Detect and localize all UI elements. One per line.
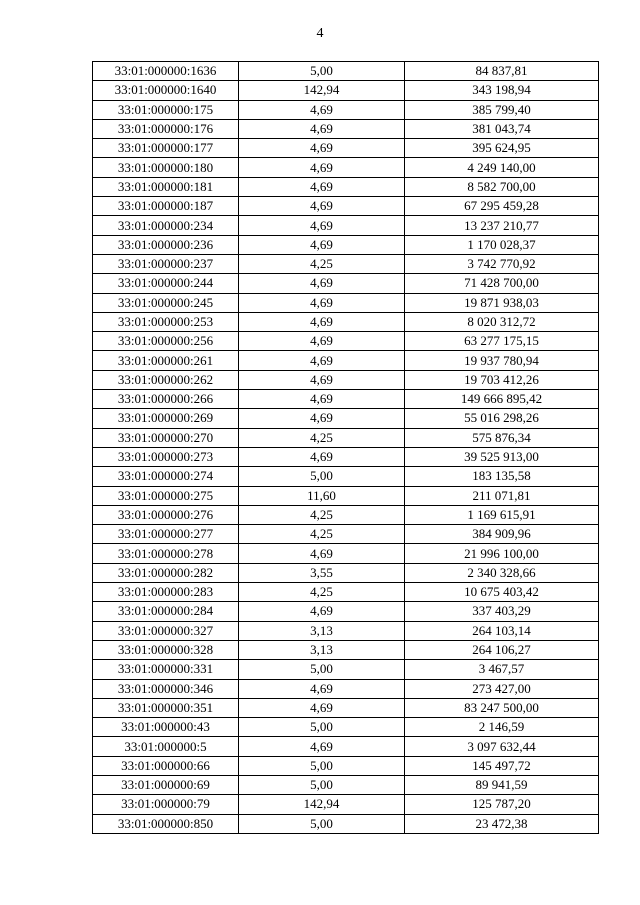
cadastral-number-cell: 33:01:000000:283 — [93, 583, 239, 602]
amount-cell: 575 876,34 — [405, 428, 599, 447]
rate-cell: 4,69 — [239, 158, 405, 177]
table-row — [93, 216, 599, 235]
rate-cell: 4,69 — [239, 679, 405, 698]
cadastral-number-cell: 33:01:000000:236 — [93, 235, 239, 254]
table-row — [93, 621, 599, 640]
rate-cell: 5,00 — [239, 467, 405, 486]
rate-cell: 5,00 — [239, 660, 405, 679]
rate-cell: 4,69 — [239, 216, 405, 235]
rate-cell: 3,55 — [239, 563, 405, 582]
rate-cell: 4,25 — [239, 428, 405, 447]
amount-cell: 21 996 100,00 — [405, 544, 599, 563]
cadastral-number-cell: 33:01:000000:66 — [93, 756, 239, 775]
cadastral-number-cell: 33:01:000000:180 — [93, 158, 239, 177]
amount-cell: 8 582 700,00 — [405, 177, 599, 196]
table-row — [93, 525, 599, 544]
rate-cell: 4,25 — [239, 525, 405, 544]
amount-cell: 23 472,38 — [405, 814, 599, 833]
rate-cell: 4,69 — [239, 177, 405, 196]
rate-cell: 4,69 — [239, 197, 405, 216]
cadastral-number-cell: 33:01:000000:850 — [93, 814, 239, 833]
amount-cell: 2 146,59 — [405, 718, 599, 737]
amount-cell: 3 742 770,92 — [405, 254, 599, 273]
cadastral-number-cell: 33:01:000000:273 — [93, 447, 239, 466]
table-row — [93, 332, 599, 351]
table-row — [93, 486, 599, 505]
table-row — [93, 544, 599, 563]
cadastral-number-cell: 33:01:000000:346 — [93, 679, 239, 698]
amount-cell: 71 428 700,00 — [405, 274, 599, 293]
amount-cell: 385 799,40 — [405, 100, 599, 119]
rate-cell: 4,69 — [239, 312, 405, 331]
rate-cell: 11,60 — [239, 486, 405, 505]
rate-cell: 4,69 — [239, 737, 405, 756]
cadastral-number-cell: 33:01:000000:177 — [93, 139, 239, 158]
amount-cell: 10 675 403,42 — [405, 583, 599, 602]
table-row — [93, 81, 599, 100]
table-row — [93, 795, 599, 814]
amount-cell: 39 525 913,00 — [405, 447, 599, 466]
rate-cell: 4,69 — [239, 100, 405, 119]
table-row — [93, 428, 599, 447]
table-row — [93, 505, 599, 524]
amount-cell: 3 097 632,44 — [405, 737, 599, 756]
rate-cell: 4,25 — [239, 505, 405, 524]
cadastral-number-cell: 33:01:000000:69 — [93, 775, 239, 794]
rate-cell: 4,69 — [239, 409, 405, 428]
amount-cell: 273 427,00 — [405, 679, 599, 698]
cadastral-number-cell: 33:01:000000:327 — [93, 621, 239, 640]
amount-cell: 183 135,58 — [405, 467, 599, 486]
table-row — [93, 62, 599, 81]
rate-cell: 5,00 — [239, 718, 405, 737]
cadastral-number-cell: 33:01:000000:1636 — [93, 62, 239, 81]
table-row — [93, 119, 599, 138]
cadastral-number-cell: 33:01:000000:328 — [93, 640, 239, 659]
rate-cell: 142,94 — [239, 81, 405, 100]
cadastral-number-cell: 33:01:000000:244 — [93, 274, 239, 293]
table-row — [93, 660, 599, 679]
table-row — [93, 312, 599, 331]
cadastral-number-cell: 33:01:000000:245 — [93, 293, 239, 312]
amount-cell: 19 871 938,03 — [405, 293, 599, 312]
amount-cell: 211 071,81 — [405, 486, 599, 505]
cadastral-number-cell: 33:01:000000:276 — [93, 505, 239, 524]
rate-cell: 4,69 — [239, 235, 405, 254]
table-row — [93, 274, 599, 293]
amount-cell: 149 666 895,42 — [405, 390, 599, 409]
cadastral-number-cell: 33:01:000000:270 — [93, 428, 239, 447]
rate-cell: 142,94 — [239, 795, 405, 814]
rate-cell: 5,00 — [239, 62, 405, 81]
amount-cell: 8 020 312,72 — [405, 312, 599, 331]
amount-cell: 1 170 028,37 — [405, 235, 599, 254]
amount-cell: 3 467,57 — [405, 660, 599, 679]
table-row — [93, 679, 599, 698]
amount-cell: 264 103,14 — [405, 621, 599, 640]
amount-cell: 384 909,96 — [405, 525, 599, 544]
rate-cell: 4,25 — [239, 254, 405, 273]
cadastral-number-cell: 33:01:000000:274 — [93, 467, 239, 486]
rate-cell: 4,69 — [239, 119, 405, 138]
cadastral-number-cell: 33:01:000000:187 — [93, 197, 239, 216]
cadastral-number-cell: 33:01:000000:1640 — [93, 81, 239, 100]
rate-cell: 4,69 — [239, 447, 405, 466]
amount-cell: 343 198,94 — [405, 81, 599, 100]
amount-cell: 264 106,27 — [405, 640, 599, 659]
amount-cell: 13 237 210,77 — [405, 216, 599, 235]
table-row — [93, 390, 599, 409]
table-row — [93, 775, 599, 794]
cadastral-number-cell: 33:01:000000:234 — [93, 216, 239, 235]
cadastral-number-cell: 33:01:000000:277 — [93, 525, 239, 544]
cadastral-number-cell: 33:01:000000:5 — [93, 737, 239, 756]
cadastral-number-cell: 33:01:000000:351 — [93, 698, 239, 717]
cadastral-number-cell: 33:01:000000:175 — [93, 100, 239, 119]
cadastral-table — [92, 61, 599, 834]
cadastral-number-cell: 33:01:000000:269 — [93, 409, 239, 428]
rate-cell: 5,00 — [239, 775, 405, 794]
table-row — [93, 602, 599, 621]
cadastral-number-cell: 33:01:000000:262 — [93, 370, 239, 389]
amount-cell: 4 249 140,00 — [405, 158, 599, 177]
amount-cell: 83 247 500,00 — [405, 698, 599, 717]
amount-cell: 19 703 412,26 — [405, 370, 599, 389]
cadastral-number-cell: 33:01:000000:278 — [93, 544, 239, 563]
table-row — [93, 177, 599, 196]
table-row — [93, 563, 599, 582]
rate-cell: 3,13 — [239, 640, 405, 659]
cadastral-number-cell: 33:01:000000:282 — [93, 563, 239, 582]
amount-cell: 89 941,59 — [405, 775, 599, 794]
table-row — [93, 467, 599, 486]
rate-cell: 5,00 — [239, 756, 405, 775]
cadastral-number-cell: 33:01:000000:331 — [93, 660, 239, 679]
cadastral-number-cell: 33:01:000000:261 — [93, 351, 239, 370]
rate-cell: 4,69 — [239, 351, 405, 370]
cadastral-number-cell: 33:01:000000:237 — [93, 254, 239, 273]
rate-cell: 4,69 — [239, 698, 405, 717]
rate-cell: 4,69 — [239, 390, 405, 409]
cadastral-number-cell: 33:01:000000:79 — [93, 795, 239, 814]
cadastral-number-cell: 33:01:000000:181 — [93, 177, 239, 196]
table-row — [93, 293, 599, 312]
rate-cell: 5,00 — [239, 814, 405, 833]
amount-cell: 2 340 328,66 — [405, 563, 599, 582]
amount-cell: 125 787,20 — [405, 795, 599, 814]
amount-cell: 63 277 175,15 — [405, 332, 599, 351]
cadastral-number-cell: 33:01:000000:176 — [93, 119, 239, 138]
table-row — [93, 409, 599, 428]
rate-cell: 4,69 — [239, 293, 405, 312]
amount-cell: 381 043,74 — [405, 119, 599, 138]
table-row — [93, 351, 599, 370]
amount-cell: 145 497,72 — [405, 756, 599, 775]
table-row — [93, 756, 599, 775]
cadastral-number-cell: 33:01:000000:253 — [93, 312, 239, 331]
amount-cell: 395 624,95 — [405, 139, 599, 158]
rate-cell: 4,69 — [239, 139, 405, 158]
cadastral-number-cell: 33:01:000000:43 — [93, 718, 239, 737]
page-number: 4 — [316, 26, 324, 41]
table-row — [93, 447, 599, 466]
cadastral-number-cell: 33:01:000000:275 — [93, 486, 239, 505]
table-row — [93, 640, 599, 659]
amount-cell: 337 403,29 — [405, 602, 599, 621]
cadastral-number-cell: 33:01:000000:284 — [93, 602, 239, 621]
amount-cell: 55 016 298,26 — [405, 409, 599, 428]
amount-cell: 67 295 459,28 — [405, 197, 599, 216]
rate-cell: 3,13 — [239, 621, 405, 640]
table-row — [93, 254, 599, 273]
table-row — [93, 370, 599, 389]
table-row — [93, 158, 599, 177]
table-row — [93, 814, 599, 833]
table-row — [93, 698, 599, 717]
rate-cell: 4,69 — [239, 544, 405, 563]
table-row — [93, 139, 599, 158]
table-row — [93, 737, 599, 756]
rate-cell: 4,69 — [239, 274, 405, 293]
rate-cell: 4,69 — [239, 332, 405, 351]
rate-cell: 4,25 — [239, 583, 405, 602]
cadastral-number-cell: 33:01:000000:266 — [93, 390, 239, 409]
table-row — [93, 718, 599, 737]
table-row — [93, 583, 599, 602]
rate-cell: 4,69 — [239, 370, 405, 389]
amount-cell: 84 837,81 — [405, 62, 599, 81]
table-row — [93, 100, 599, 119]
cadastral-number-cell: 33:01:000000:256 — [93, 332, 239, 351]
table-body — [93, 62, 599, 834]
amount-cell: 19 937 780,94 — [405, 351, 599, 370]
rate-cell: 4,69 — [239, 602, 405, 621]
amount-cell: 1 169 615,91 — [405, 505, 599, 524]
table-row — [93, 235, 599, 254]
table-row — [93, 197, 599, 216]
